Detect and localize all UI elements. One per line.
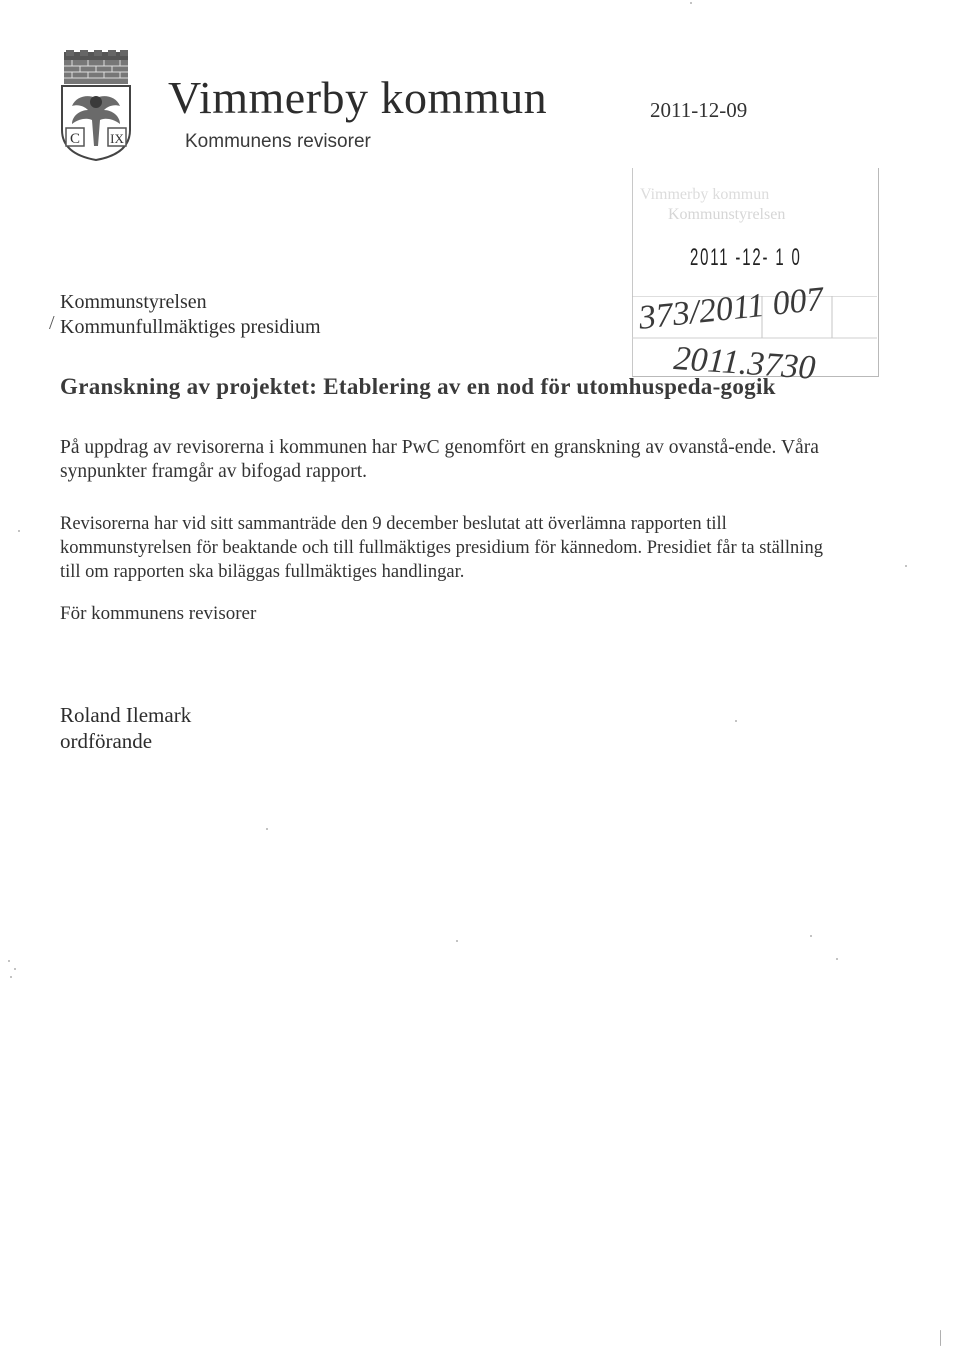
document-date: 2011-12-09 [650, 98, 748, 122]
coat-of-arms-logo [58, 50, 134, 162]
signer-role: ordförande [60, 729, 153, 753]
subject-title: Granskning av projektet: Etablering av en nod för utomhuspeda-gogik [60, 374, 776, 399]
crest-letter-ix: IX [110, 131, 124, 146]
signer-name: Roland Ilemark [60, 703, 192, 727]
stamp-faint-text: Kommunstyrelsen [668, 206, 786, 223]
organization-name: Vimmerby kommun [168, 72, 548, 123]
stamp-handwritten-number: 2011.3730 [672, 340, 817, 387]
crest-letter-c: C [69, 131, 81, 147]
recipient: Kommunstyrelsen [60, 291, 207, 313]
body-paragraph: På uppdrag av revisorerna i kommunen har PwC genomfört en granskning av ovanstå-ende. Våra synpunkter framgår av bifogad rapport. [60, 437, 819, 482]
stamp-handwritten-number: 373/2011 007 [637, 280, 826, 337]
organization-subtitle: Kommunens revisorer [185, 131, 371, 152]
tick-mark-icon: / [49, 312, 55, 334]
stamp-received-date: 2011 -12- 1 0 [690, 244, 802, 271]
body-paragraph: Revisorerna har vid sitt sammanträde den 9 december beslutat att överlämna rapporten till kommunstyrelsen för beaktande och till fullmäktiges presidium för kännedom. Presidiet får ta ställning till om rapporten ska biläggas fullmäktiges handlingar. [60, 514, 823, 582]
recipient: Kommunfullmäktiges presidium [60, 316, 321, 338]
stamp-faint-text: Vimmerby kommun [640, 186, 770, 203]
signoff: För kommunens revisorer [60, 603, 257, 624]
